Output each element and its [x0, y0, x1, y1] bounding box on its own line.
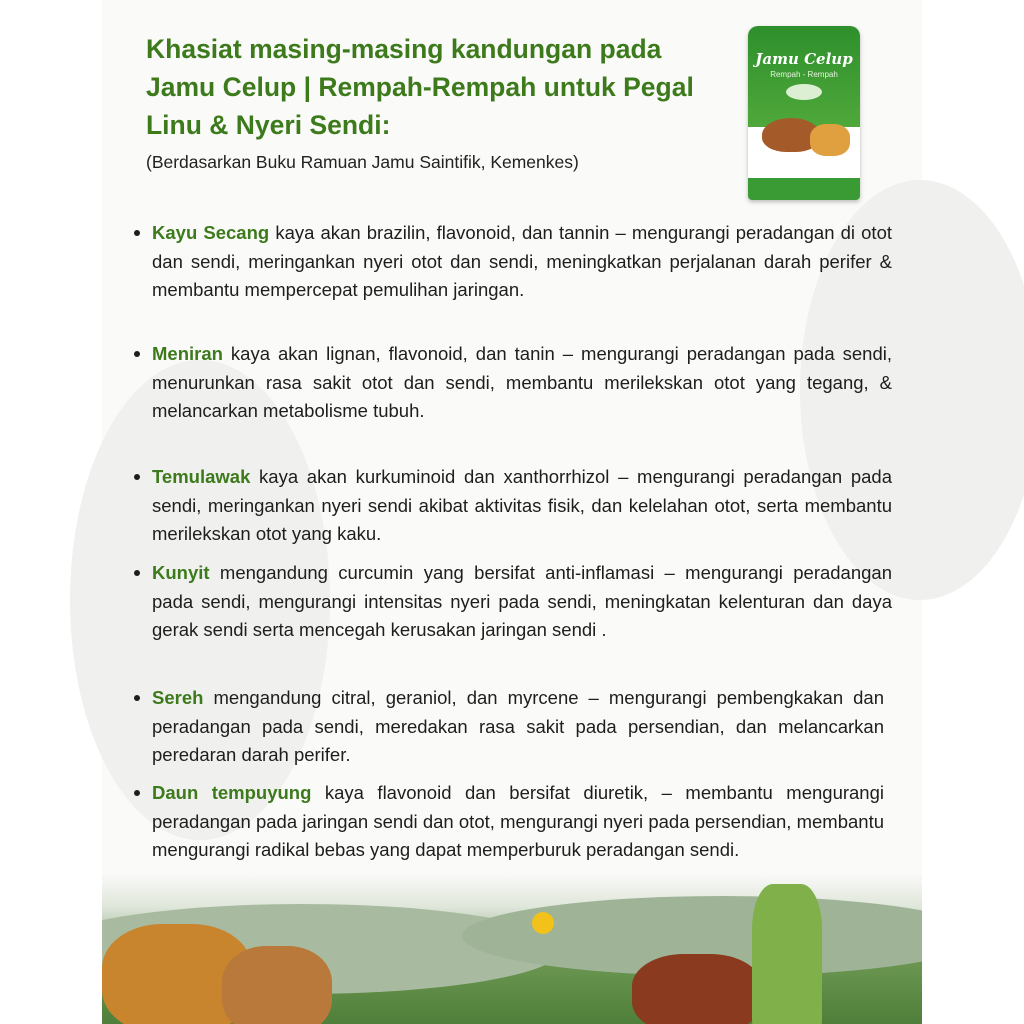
benefit-text: kaya akan kurkuminoid dan xanthorrhizol – mengurangi peradangan pada sendi, meringankan nyeri sendi akibat aktivitas fisik, dan kelelahan otot, serta membantu merilekskan otot yang kaku. — [152, 466, 892, 544]
page-title: Khasiat masing-masing kandungan pada Jamu Celup | Rempah-Rempah untuk Pegal Linu & Nyeri Sendi: — [146, 34, 694, 140]
benefit-name: Temulawak — [152, 466, 251, 487]
spice-roots-icon — [810, 124, 850, 156]
product-variant: Rempah - Rempah — [770, 70, 838, 79]
benefit-item — [152, 559, 892, 645]
flower-icon — [532, 912, 554, 934]
herbal-field-image — [102, 874, 922, 1024]
benefit-item — [152, 340, 892, 426]
benefit-name: Daun tempuyung — [152, 782, 312, 803]
benefit-item — [152, 684, 884, 770]
benefit-item — [152, 463, 892, 549]
product-badge-icon — [786, 84, 822, 100]
benefit-text: kaya akan lignan, flavonoid, dan tanin – mengurangi peradangan pada sendi, menurunkan rasa sakit otot dan sendi, membantu merilekskan otot yang tegang, & melancarkan metabolisme tubuh. — [152, 343, 892, 421]
benefit-item — [152, 779, 884, 865]
benefit-name: Sereh — [152, 687, 204, 708]
benefit-text: kaya flavonoid dan bersifat diuretik, – membantu mengurangi peradangan pada jaringan sendi dan otot, mengurangi nyeri pada persendian, membantu mengurangi radikal bebas yang dapat memperburuk peradangan sendi. — [152, 782, 884, 860]
ginger-roots-icon — [222, 946, 332, 1024]
benefit-text: mengandung curcumin yang bersifat anti-inflamasi – mengurangi peradangan pada sendi, mengurangi intensitas nyeri pada sendi, meningkatan kelenturan dan daya gerak sendi serta mencegah kerusakan jaringan sendi . — [152, 562, 892, 640]
benefit-item — [152, 219, 892, 305]
benefit-text: mengandung citral, geraniol, dan myrcene – mengurangi pembengkakan dan peradangan pada sendi, meredakan rasa sakit pada persendian, dan melancarkan peredaran darah perifer. — [152, 687, 884, 765]
page-subtitle: (Berdasarkan Buku Ramuan Jamu Saintifik, Kemenkes) — [146, 152, 579, 172]
product-stripe — [748, 178, 860, 200]
lemongrass-icon — [752, 884, 822, 1024]
benefit-name: Kayu Secang — [152, 222, 270, 243]
benefit-name: Meniran — [152, 343, 223, 364]
benefit-text: kaya akan brazilin, flavonoid, dan tannin – mengurangi peradangan di otot dan sendi, meringankan nyeri otot dan sendi, meningkatkan perjalanan darah perifer & membantu mempercepat pemulihan jaringan. — [152, 222, 892, 300]
benefit-name: Kunyit — [152, 562, 210, 583]
secang-wood-icon — [632, 954, 762, 1024]
product-brand: Jamu Celup — [755, 50, 853, 68]
product-pouch-image — [748, 26, 860, 200]
